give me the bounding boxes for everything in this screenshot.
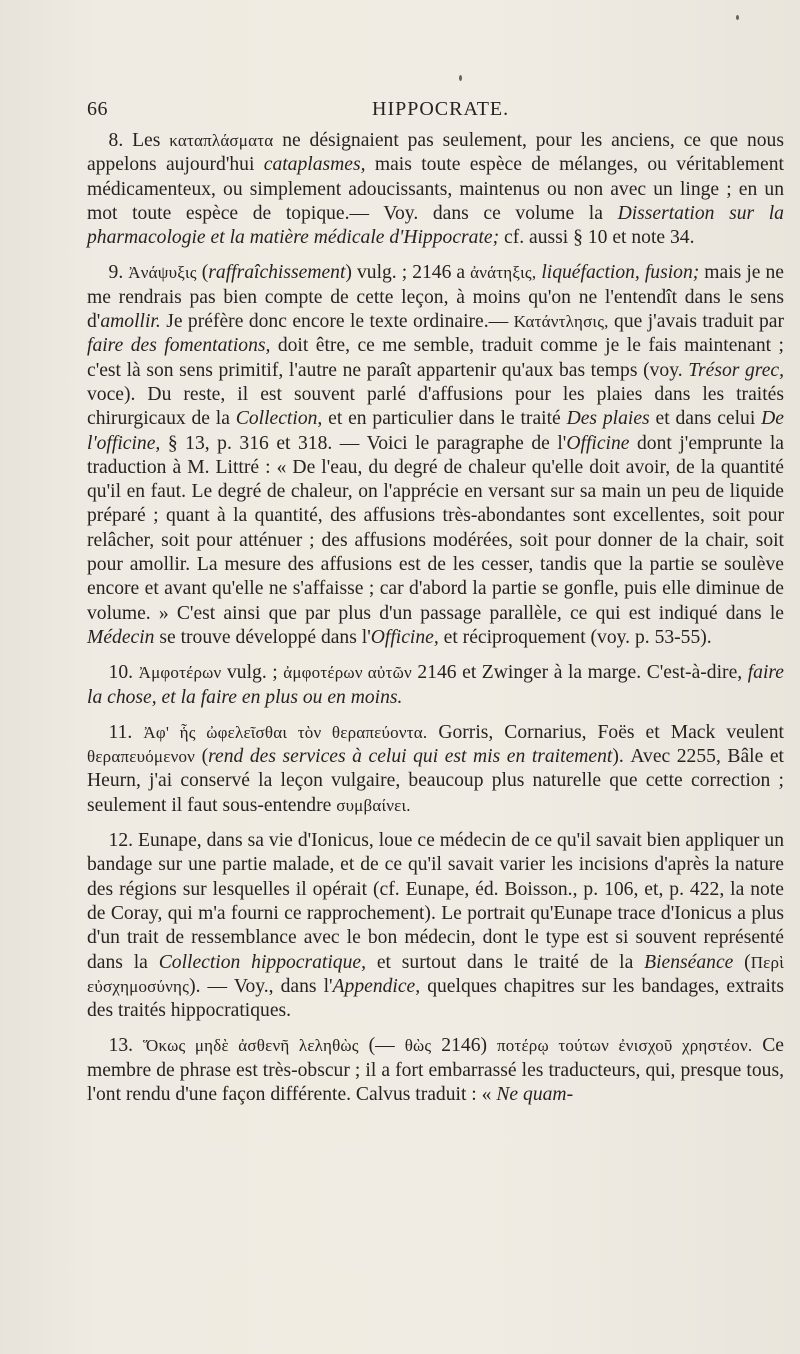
footnote-number: 8. <box>108 130 124 151</box>
footnote-10 <box>87 661 784 710</box>
body-text: 2146 et Zwinger à la marge. C'est-à-dire, <box>411 662 748 684</box>
italic-text: amollir. <box>100 311 161 333</box>
body-text: Eunape, dans sa vie d'Ionicus, loue ce médecin de ce qu'il savait bien appliquer un bandage sur une partie malade, et de ce qu'il savait varier les incisions d'après la nature des régions sur lesquelles il opérait (cf. Eunape, éd. Boisson., p. 106, et, p. 422, la note de Coray, qui m'a fourni ce rapprochement). Le portrait qu'Eunape trace d'Ionicus a plus d'un trait de ressemblance avec le bon médecin, dont le type est si souvent représenté dans la <box>87 830 784 973</box>
italic-text: rend des services à celui qui est mis en traitement <box>208 746 613 768</box>
body-text: mais toute espèce de mélanges, ou véritablement médicamenteux, ou simplement adoucissants, maintenus ou non avec un linge ; en un mot toute espèce de topique.— Voy. dans ce volume la <box>87 154 784 224</box>
italic-text: Dissertation sur la pharmacologie et la matière médicale d'Hippocrate; <box>87 202 784 249</box>
greek-text: Ὅκως μηδὲ ἀσθενῆ λεληθὼς <box>142 1036 359 1056</box>
body-text: doit être, ce me semble, traduit comme je le fais maintenant ; c'est là son sens primitif, l'autre ne paraît appartenir qu'aux bas temps (voy. <box>87 335 784 381</box>
italic-text: Collection hippocratique, <box>158 951 366 973</box>
greek-text: Κατάντλησις, <box>513 312 609 332</box>
body-text: (— <box>358 1035 405 1057</box>
greek-text: θεραπευόμενον <box>87 747 196 767</box>
footnote-number: 12. <box>108 830 134 852</box>
body-text: se trouve développé dans l' <box>154 626 371 648</box>
footnote-12 <box>87 829 784 1023</box>
body-text: ). Avec 2255, Bâle et Heurn, j'ai conservé la leçon vulgaire, beaucoup plus naturelle que cette correction ; seulement il faut sous-entendre <box>87 746 784 816</box>
italic-text: Bienséance <box>644 951 734 973</box>
body-text: cf. aussi § 10 et note 34. <box>499 227 695 249</box>
italic-text: Trésor grec, <box>688 359 784 381</box>
greek-text: ἀνάτηξις, <box>470 263 537 283</box>
body-text: ) vulg. ; 2146 a <box>345 262 471 284</box>
italic-text: De l'officine, <box>87 408 784 454</box>
notes-body <box>87 129 784 1107</box>
italic-text: Officine, <box>370 626 439 648</box>
footnote-number: 13. <box>108 1035 134 1057</box>
footnote-8 <box>87 129 784 250</box>
italic-text: Officine <box>566 432 630 454</box>
body-text: et surtout dans le traité de la <box>366 951 645 973</box>
footnote-9 <box>87 261 784 650</box>
italic-text: cataplasmes, <box>263 154 366 176</box>
ink-speck <box>459 75 462 81</box>
italic-text: Appendice, <box>332 975 421 997</box>
greek-text: θὼς <box>404 1036 432 1056</box>
greek-text: Ἀμφοτέρων <box>138 663 222 683</box>
body-text: Les <box>132 130 170 151</box>
body-text: Gorris, Cornarius, Foës et Mack veulent <box>427 721 784 743</box>
greek-text: Περὶ εὐσχημοσύνης <box>87 952 784 996</box>
page-number: 66 <box>87 98 108 120</box>
footnote-number: 10. <box>108 662 134 684</box>
greek-text: Ἀνάψυξις <box>128 263 197 283</box>
body-text: ( <box>733 951 751 973</box>
body-text: Je préfère donc encore le texte ordinaire.— <box>160 311 514 333</box>
body-text: ( <box>195 746 209 768</box>
italic-text: Médecin <box>87 626 155 648</box>
page-header <box>87 98 770 126</box>
body-text: quelques chapitres sur les bandages, extraits des traités hippocratiques. <box>87 975 785 1022</box>
greek-text: ποτέρῳ τούτων ἐνισχοῦ χρηστέον. <box>496 1036 753 1056</box>
running-title: HIPPOCRATE. <box>372 98 510 120</box>
body-text: et en particulier dans le traité <box>322 408 567 430</box>
italic-text: Collection, <box>235 408 323 430</box>
italic-text: Des plaies <box>566 408 650 430</box>
body-text: mais je ne me rendrais pas bien compte de cette leçon, à moins qu'on ne l'entendît dans le sens d' <box>87 262 784 333</box>
ink-speck <box>736 15 739 20</box>
body-text: ( <box>196 262 209 284</box>
footnote-11 <box>87 721 784 818</box>
greek-text: Ἀφ' ἧς ὠφελεῖσθαι τὸν θεραπεύοντα. <box>143 722 428 742</box>
footnote-number: 11. <box>108 721 133 743</box>
body-text: 2146) <box>431 1035 497 1057</box>
italic-text: raffraîchissement <box>208 262 346 284</box>
footnote-13 <box>87 1034 784 1107</box>
body-text: dont j'emprunte la traduction à M. Littré : « De l'eau, du degré de chaleur qu'elle doit avoir, de la quantité qu'il en faut. Le degré de chaleur, on l'apprécie en versant sur sa main un peu de liquide préparé ; quant à la quantité, des affusions très-abondantes sont excellentes, soit pour relâcher, soit pour atténuer ; des affusions modérées, soit pour donner de la chair, soit pour amollir. La mesure des affusions est de les cesser, tandis que la partie se soulève encore et avant qu'elle ne s'affaisse ; car d'abord la partie se gonfle, puis elle diminue de volume. » C'est ainsi que par plus d'un passage parallèle, ce qui est indiqué dans le <box>87 432 785 624</box>
body-text: § 13, p. 316 et 318. — Voici le paragraphe de l' <box>160 432 567 454</box>
body-text: voce). Du reste, il est souvent parlé d'affusions pour les plaies dans les traités chirurgicaux de la <box>87 383 784 430</box>
greek-text: ἀμφοτέρων αὐτῶν <box>283 663 412 683</box>
italic-text: faire la chose, et la faire en plus ou en moins. <box>87 662 784 708</box>
body-text: et réciproquement (voy. p. 53-55). <box>438 626 712 648</box>
body-text: Ce membre de phrase est très-obscur ; il a fort embarrassé les traducteurs, qui, presque tous, l'ont rendu d'une façon différente. Calvus traduit : « <box>87 1035 784 1105</box>
footnote-number: 9. <box>108 262 124 284</box>
body-text: que j'avais traduit par <box>608 311 784 333</box>
italic-text: faire des fomentations, <box>87 335 271 357</box>
italic-text: Ne quam- <box>496 1083 574 1105</box>
greek-text: καταπλάσματα <box>169 131 274 150</box>
italic-text: liquéfaction, fusion; <box>541 262 700 284</box>
body-text: et dans celui <box>649 408 762 430</box>
body-text: vulg. ; <box>221 662 284 684</box>
body-text: ne désignaient pas seulement, pour les anciens, ce que nous appelons aujourd'hui <box>87 130 784 176</box>
body-text: ). — Voy., dans l' <box>189 975 333 997</box>
greek-text: συμβαίνει. <box>336 795 411 815</box>
